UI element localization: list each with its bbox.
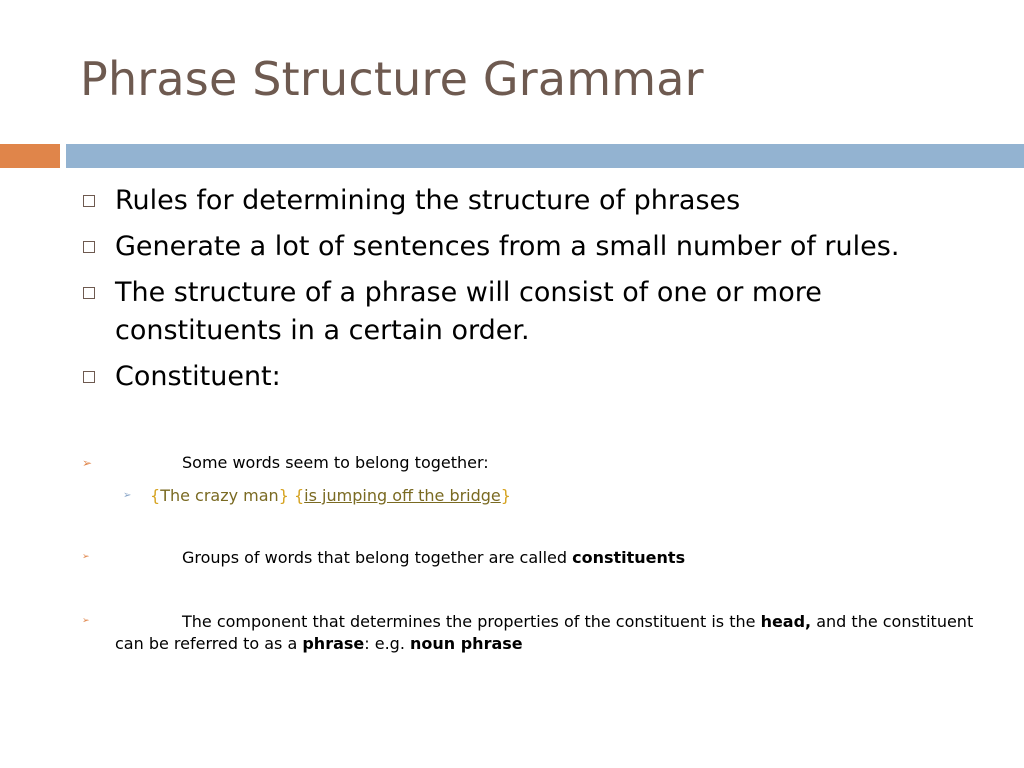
bullet-item xyxy=(80,274,930,350)
sub-bullet-bold: phrase xyxy=(302,634,365,653)
sub-bullet-plain: : e.g. xyxy=(364,634,410,653)
bullet-item xyxy=(80,182,930,220)
bullet-text: The structure of a phrase will consist of one or more constituents in a certain order. xyxy=(115,277,822,346)
sub-bullet-bold: head, xyxy=(760,612,812,631)
square-bullet-icon xyxy=(83,195,95,207)
square-bullet-icon xyxy=(83,287,95,299)
open-bracket: { xyxy=(150,486,161,505)
sub-bullet-text xyxy=(115,611,975,655)
orange-accent-bar xyxy=(0,144,60,168)
sub-bullet-bold: noun phrase xyxy=(409,634,523,653)
sub-bullet-bold: constituents xyxy=(572,548,686,567)
example-phrase-noun: The crazy man xyxy=(160,486,279,505)
sub-bullet-plain: Groups of words that belong together are called xyxy=(182,548,573,567)
sub-bullet-text: Some words seem to belong together: xyxy=(182,453,489,472)
sub-bullet-plain: and the constituent can be referred to as a xyxy=(115,612,974,653)
bullet-text: Rules for determining the structure of phrases xyxy=(115,185,741,216)
arrow-bullet-icon: ➢ xyxy=(82,552,90,562)
open-bracket: { xyxy=(293,486,305,505)
bullet-item xyxy=(80,228,930,266)
bullet-text: Generate a lot of sentences from a small number of rules. xyxy=(115,231,900,262)
example-phrase-verb: is jumping off the bridge xyxy=(304,486,501,505)
sub-bullet-text xyxy=(182,547,685,569)
close-bracket: } xyxy=(500,486,511,505)
slide-title: Phrase Structure Grammar xyxy=(80,52,704,106)
example-phrases xyxy=(150,485,511,507)
square-bullet-icon xyxy=(83,241,95,253)
sub-bullet-plain: The component that determines the properties of the constituent is the xyxy=(182,612,761,631)
bullet-list xyxy=(80,182,930,404)
blue-accent-bar xyxy=(66,144,1024,168)
square-bullet-icon xyxy=(83,371,95,383)
arrow-bullet-icon: ➢ xyxy=(82,456,93,470)
bullet-text: Constituent: xyxy=(115,361,281,392)
close-bracket: } xyxy=(278,486,289,505)
arrow-bullet-icon: ➢ xyxy=(123,490,132,501)
bullet-item xyxy=(80,358,930,396)
arrow-bullet-icon: ➢ xyxy=(82,616,90,626)
